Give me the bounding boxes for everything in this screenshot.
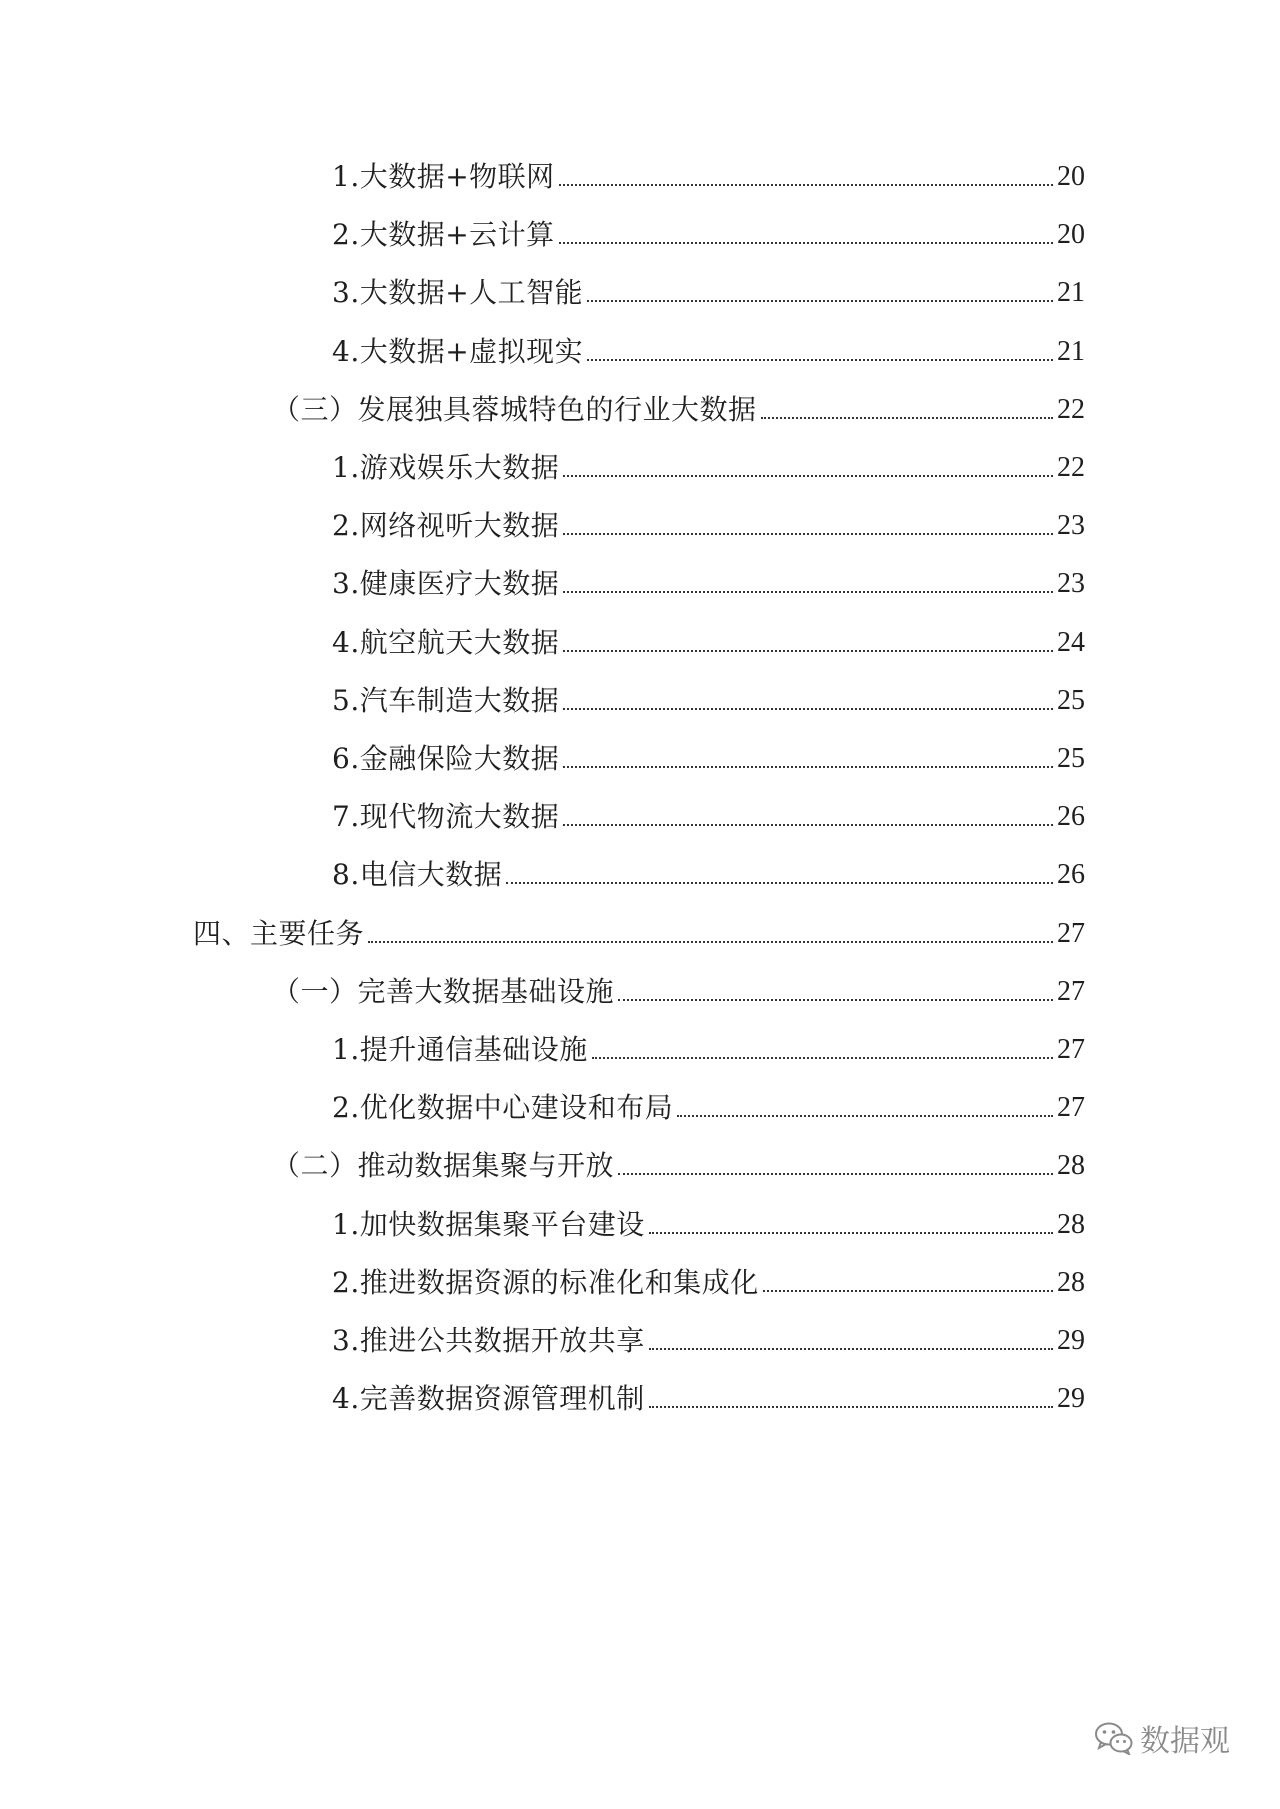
toc-entry-label: 3.大数据+人工智能 [332, 276, 584, 310]
toc-entry [332, 1202, 1085, 1242]
watermark-text: 数据观 [1140, 1724, 1230, 1759]
toc-entry-page-number: 22 [1057, 393, 1085, 425]
dot-leader [559, 184, 1053, 186]
dot-leader [563, 766, 1053, 768]
toc-entry-label: 4.完善数据资源管理机制 [332, 1382, 645, 1416]
watermark [1094, 1718, 1230, 1758]
toc-entry-page-number: 28 [1057, 1266, 1085, 1298]
toc-entry-page-number: 27 [1057, 1034, 1085, 1065]
toc-entry [193, 911, 1085, 951]
toc-entry-page-number: 26 [1057, 859, 1085, 891]
toc-entry-page-number: 20 [1057, 219, 1085, 251]
dot-leader [506, 882, 1053, 884]
toc-entry-page-number: 26 [1057, 801, 1085, 833]
dot-leader [563, 591, 1053, 593]
toc-entry [332, 561, 1085, 601]
toc-entry-page-number: 20 [1057, 161, 1085, 192]
toc-entry [332, 1260, 1085, 1300]
toc-entry-page-number: 25 [1057, 743, 1085, 774]
dot-leader [563, 533, 1053, 535]
toc-entry-label: 2.大数据+云计算 [332, 218, 555, 252]
dot-leader [587, 359, 1053, 361]
dot-leader [618, 999, 1053, 1001]
dot-leader [761, 417, 1053, 419]
toc-entry-label: （二）推动数据集聚与开放 [272, 1149, 615, 1183]
toc-entry-label: 2.优化数据中心建设和布局 [332, 1091, 674, 1125]
toc-entry-label: 6.金融保险大数据 [332, 742, 560, 775]
toc-entry-label: 2.网络视听大数据 [332, 509, 560, 543]
toc-entry-label: 2.推进数据资源的标准化和集成化 [332, 1265, 759, 1299]
toc-entry-label: 4.大数据+虚拟现实 [332, 334, 584, 368]
toc-entry-label: 1.加快数据集聚平台建设 [332, 1207, 645, 1241]
dot-leader [649, 1232, 1053, 1234]
dot-leader [563, 824, 1053, 826]
toc-entry-page-number: 29 [1057, 1325, 1085, 1356]
toc-entry-page-number: 22 [1057, 452, 1085, 483]
toc-entry-page-number: 25 [1057, 684, 1085, 716]
toc-entry-page-number: 23 [1057, 568, 1085, 600]
toc-entry-label: 1.游戏娱乐大数据 [332, 451, 560, 484]
dot-leader [618, 1173, 1053, 1175]
toc-entry-page-number: 27 [1057, 975, 1085, 1007]
toc-entry-label: 1.大数据+物联网 [332, 160, 555, 193]
toc-entry [332, 1318, 1085, 1358]
toc-entry-label: 8.电信大数据 [332, 858, 503, 892]
toc-entry-page-number: 27 [1057, 1092, 1085, 1124]
dot-leader [368, 941, 1053, 943]
toc-entry [332, 154, 1085, 194]
toc-entry-label: 3.推进公共数据开放共享 [332, 1324, 645, 1357]
toc-entry [332, 1085, 1085, 1125]
toc-entry-label: 4.航空航天大数据 [332, 625, 560, 659]
dot-leader [649, 1406, 1053, 1408]
toc-entry-page-number: 23 [1057, 510, 1085, 542]
dot-leader [563, 475, 1053, 477]
toc-entry [332, 1027, 1085, 1067]
toc-entry-page-number: 24 [1057, 626, 1085, 658]
dot-leader [563, 708, 1053, 710]
toc-entry [272, 387, 1085, 427]
toc-entry [272, 1143, 1085, 1183]
toc-entry-page-number: 27 [1057, 917, 1085, 949]
toc-entry-label: 3.健康医疗大数据 [332, 567, 560, 601]
dot-leader [587, 300, 1053, 302]
toc-entry [332, 329, 1085, 369]
toc-entry-label: 5.汽车制造大数据 [332, 683, 560, 717]
toc-entry-page-number: 28 [1057, 1150, 1085, 1182]
toc-entry [332, 503, 1085, 543]
dot-leader [592, 1057, 1053, 1059]
toc-entry [332, 212, 1085, 252]
toc-entry-label: 四、主要任务 [193, 916, 365, 950]
toc-entry [332, 620, 1085, 660]
toc-entry-label: （一）完善大数据基础设施 [272, 974, 615, 1008]
toc-entry [332, 1376, 1085, 1416]
toc-entry [332, 445, 1085, 485]
toc-entry [332, 736, 1085, 776]
toc-entry [332, 678, 1085, 718]
toc-entry [332, 270, 1085, 310]
toc-entry-label: 1.提升通信基础设施 [332, 1033, 588, 1066]
toc-entry-page-number: 21 [1057, 277, 1085, 309]
wechat-icon [1094, 1721, 1134, 1755]
dot-leader [559, 242, 1053, 244]
toc-entry-page-number: 29 [1057, 1383, 1085, 1415]
dot-leader [563, 650, 1053, 652]
toc-entry [332, 852, 1085, 892]
toc-entry [272, 969, 1085, 1009]
toc-entry-page-number: 21 [1057, 335, 1085, 367]
toc-entry-label: 7.现代物流大数据 [332, 800, 560, 834]
toc-entry-label: （三）发展独具蓉城特色的行业大数据 [272, 392, 757, 426]
toc-entry-page-number: 28 [1057, 1208, 1085, 1240]
dot-leader [649, 1348, 1053, 1350]
dot-leader [677, 1115, 1053, 1117]
toc-entry [332, 794, 1085, 834]
dot-leader [763, 1290, 1053, 1292]
